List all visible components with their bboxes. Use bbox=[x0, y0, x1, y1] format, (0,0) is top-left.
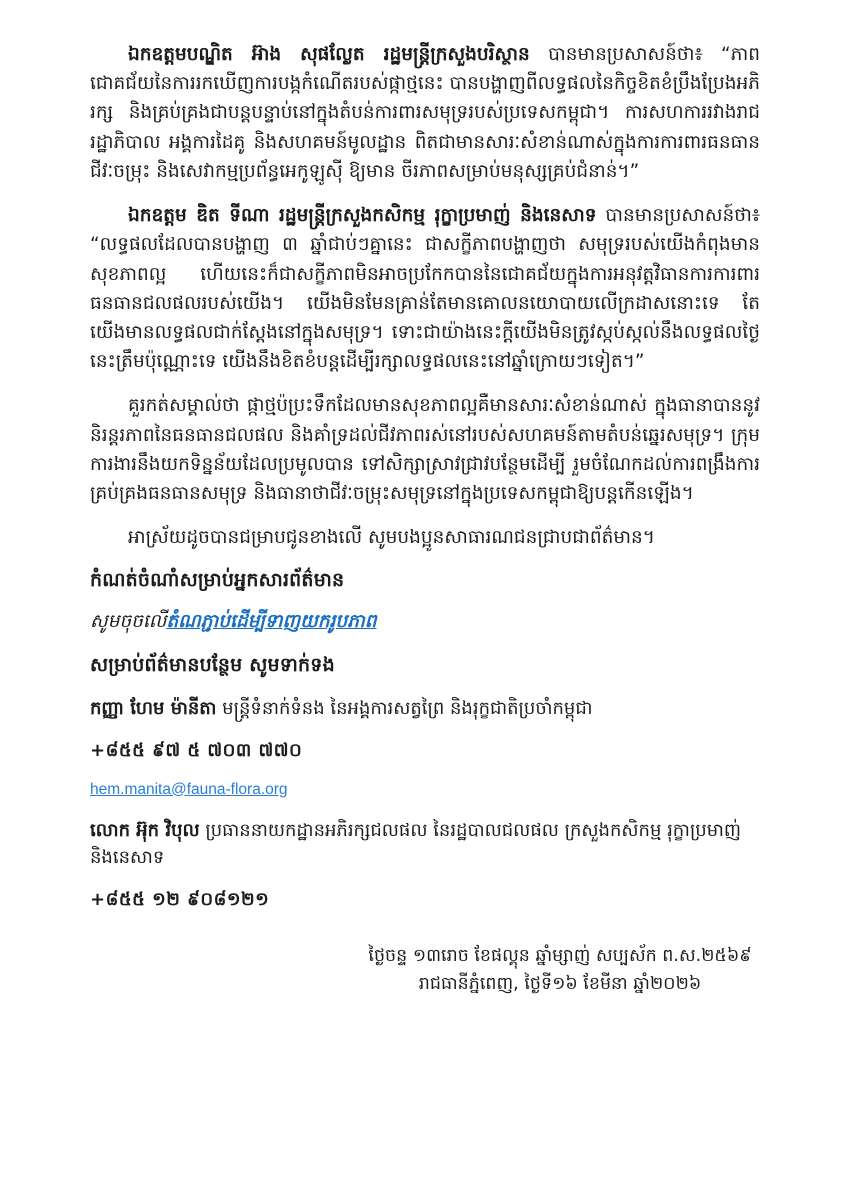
note-for-journalists-heading: កំណត់ចំណាំសម្រាប់អ្នកសារព័ត៌មាន bbox=[90, 568, 345, 591]
contact-2-name: លោក អ៊ុក វិបុល bbox=[90, 819, 200, 841]
quote-paragraph-environment-minister bbox=[90, 40, 760, 186]
contact-2-phone: +៨៥៥ ១២ ៩០៨១២១ bbox=[90, 888, 270, 910]
contact-1-phone: +៨៥៥ ៩៧ ៥ ៧០៣ ៧៧០ bbox=[90, 739, 303, 761]
dateline-lunar-date: ថ្ងៃចន្ទ ១៣រោច ខែផល្គុន ឆ្នាំម្សាញ់ សប្បស័ក ព.ស.២៥៦៩ bbox=[368, 945, 752, 966]
quote-text-agriculture-minister: បានមានប្រសាសន៍ថា៖ “លទ្ធផលដែលបានបង្ហាញ ៣ ឆ្នាំជាប់ៗគ្នានេះ ជាសក្ខីភាពបង្ហាញថា សមុទ្ររបស់យើងកំពុងមានសុខភាពល្អ ហើយនេះក៏ជាសក្ខីភាពមិនអាចប្រកែកបាននៃជោគជ័យក្នុងការអនុវត្តវិធានការការពារធនធានជលផលរបស់យើង។ យើងមិនមែនគ្រាន់តែមានគោលនយោបាយលើក្រដាសនោះទេ តែយើងមានលទ្ធផលជាក់ស្តែងនៅក្នុងសមុទ្រ។ ទោះជាយ៉ាងនេះក្តីយើងមិនត្រូវស្កប់ស្កល់នឹងលទ្ធផលថ្ងៃនេះត្រឹមប៉ុណ្ណោះទេ យើងនឹងខិតខំបន្តដើម្បីរក្សាលទ្ធផលនេះនៅឆ្នាំក្រោយៗទៀត។” bbox=[90, 205, 760, 373]
contact-1-line bbox=[90, 695, 760, 722]
contact-2-line bbox=[90, 817, 760, 871]
contact-1-name: កញ្ញា ហែម ម៉ានីតា bbox=[90, 697, 217, 719]
speaker-name-agriculture-minister: ឯកឧត្តម ឌិត ទីណា រដ្ឋមន្ត្រីក្រសួងកសិកម្ម រុក្ខាប្រមាញ់ និងនេសាទ bbox=[128, 205, 597, 227]
contact-2-role: ប្រធាននាយកដ្ឋានអភិរក្សជលផល នៃរដ្ឋបាលជលផល ក្រសួងកសិកម្ម រុក្ខាប្រមាញ់ និងនេសាទ bbox=[90, 819, 742, 868]
download-images-prefix: សូមចុចលើ bbox=[90, 610, 167, 632]
dateline-block bbox=[360, 942, 760, 1000]
download-images-line bbox=[90, 610, 760, 637]
paragraph-closing: អាស្រ័យដូចបានជម្រាបជូនខាងលើ សូមបងប្អូនសាធារណជនជ្រាបជាព័ត៌មាន។ bbox=[128, 527, 655, 549]
contact-1-email-link[interactable]: hem.manita@fauna-flora.org bbox=[90, 780, 288, 798]
quote-paragraph-agriculture-minister bbox=[90, 201, 760, 376]
dateline-gregorian-date: រាជធានីភ្នំពេញ, ថ្ងៃទី១៦ ខែមីនា ឆ្នាំ២០២៦ bbox=[418, 974, 702, 995]
contact-1-email-line bbox=[90, 781, 760, 799]
contact-1-role: មន្ត្រីទំនាក់ទំនង នៃអង្គការសត្វព្រៃ និងរុក្ខជាតិប្រចាំកម្ពុជា bbox=[216, 697, 593, 719]
contact-heading: សម្រាប់ព័ត៌មានបន្ថែម សូមទាក់ទង bbox=[90, 653, 335, 676]
download-images-link[interactable]: តំណភ្ជាប់ដើម្បីទាញយករូបភាព bbox=[166, 610, 377, 632]
paragraph-note: គួរកត់សម្គាល់ថា ផ្កាថ្មប៉ប្រះទឹកដែលមានសុខភាពល្អគឺមានសារៈសំខាន់ណាស់ ក្នុងធានាបាននូវនិរន្តរភាពនៃធនធានជលផល និងគាំទ្រដល់ជីវភាពរស់នៅរបស់សហគមន៍តាមតំបន់ឆ្នេរសមុទ្រ។ ក្រុមការងារនឹងយកទិន្នន័យដែលប្រមូលបាន ទៅសិក្សាស្រាវជ្រាវបន្ថែមដើម្បី រួមចំណែកដល់ការពង្រឹងការគ្រប់គ្រងធនធានសមុទ្រ និងធានាថាជីវៈចម្រុះសមុទ្រនៅក្នុងប្រទេសកម្ពុជាឱ្យបន្តកើនឡើង។ bbox=[90, 395, 760, 505]
quote-text-environment-minister: បានមានប្រសាសន៍ថា៖ “ភាពជោគជ័យនៃការរកឃើញការបង្កកំណើតរបស់ផ្កាថ្មនេះ បានបង្ហាញពីលទ្ធផលនៃកិច្ចខិតខំប្រឹងប្រែងអភិរក្ស និងគ្រប់គ្រងជាបន្តបន្ទាប់នៅក្នុងតំបន់ការពារសមុទ្ររបស់ប្រទេសកម្ពុជា។ ការសហការរវាងរាជរដ្ឋាភិបាល អង្គការដៃគូ និងសហគមន៍មូលដ្ឋាន ពិតជាមានសារៈសំខាន់ណាស់ក្នុងការការពារធនធានជីវៈចម្រុះ និងសេវាកម្មប្រព័ន្ធអេកូឡូស៊ី ឱ្យមាន ចីរភាពសម្រាប់មនុស្សគ្រប់ជំនាន់។” bbox=[90, 44, 761, 182]
speaker-name-environment-minister: ឯកឧត្តមបណ្ឌិត អ៊ាង សុផល្លែត រដ្ឋមន្ត្រីក្រសួងបរិស្ថាន bbox=[128, 44, 530, 65]
